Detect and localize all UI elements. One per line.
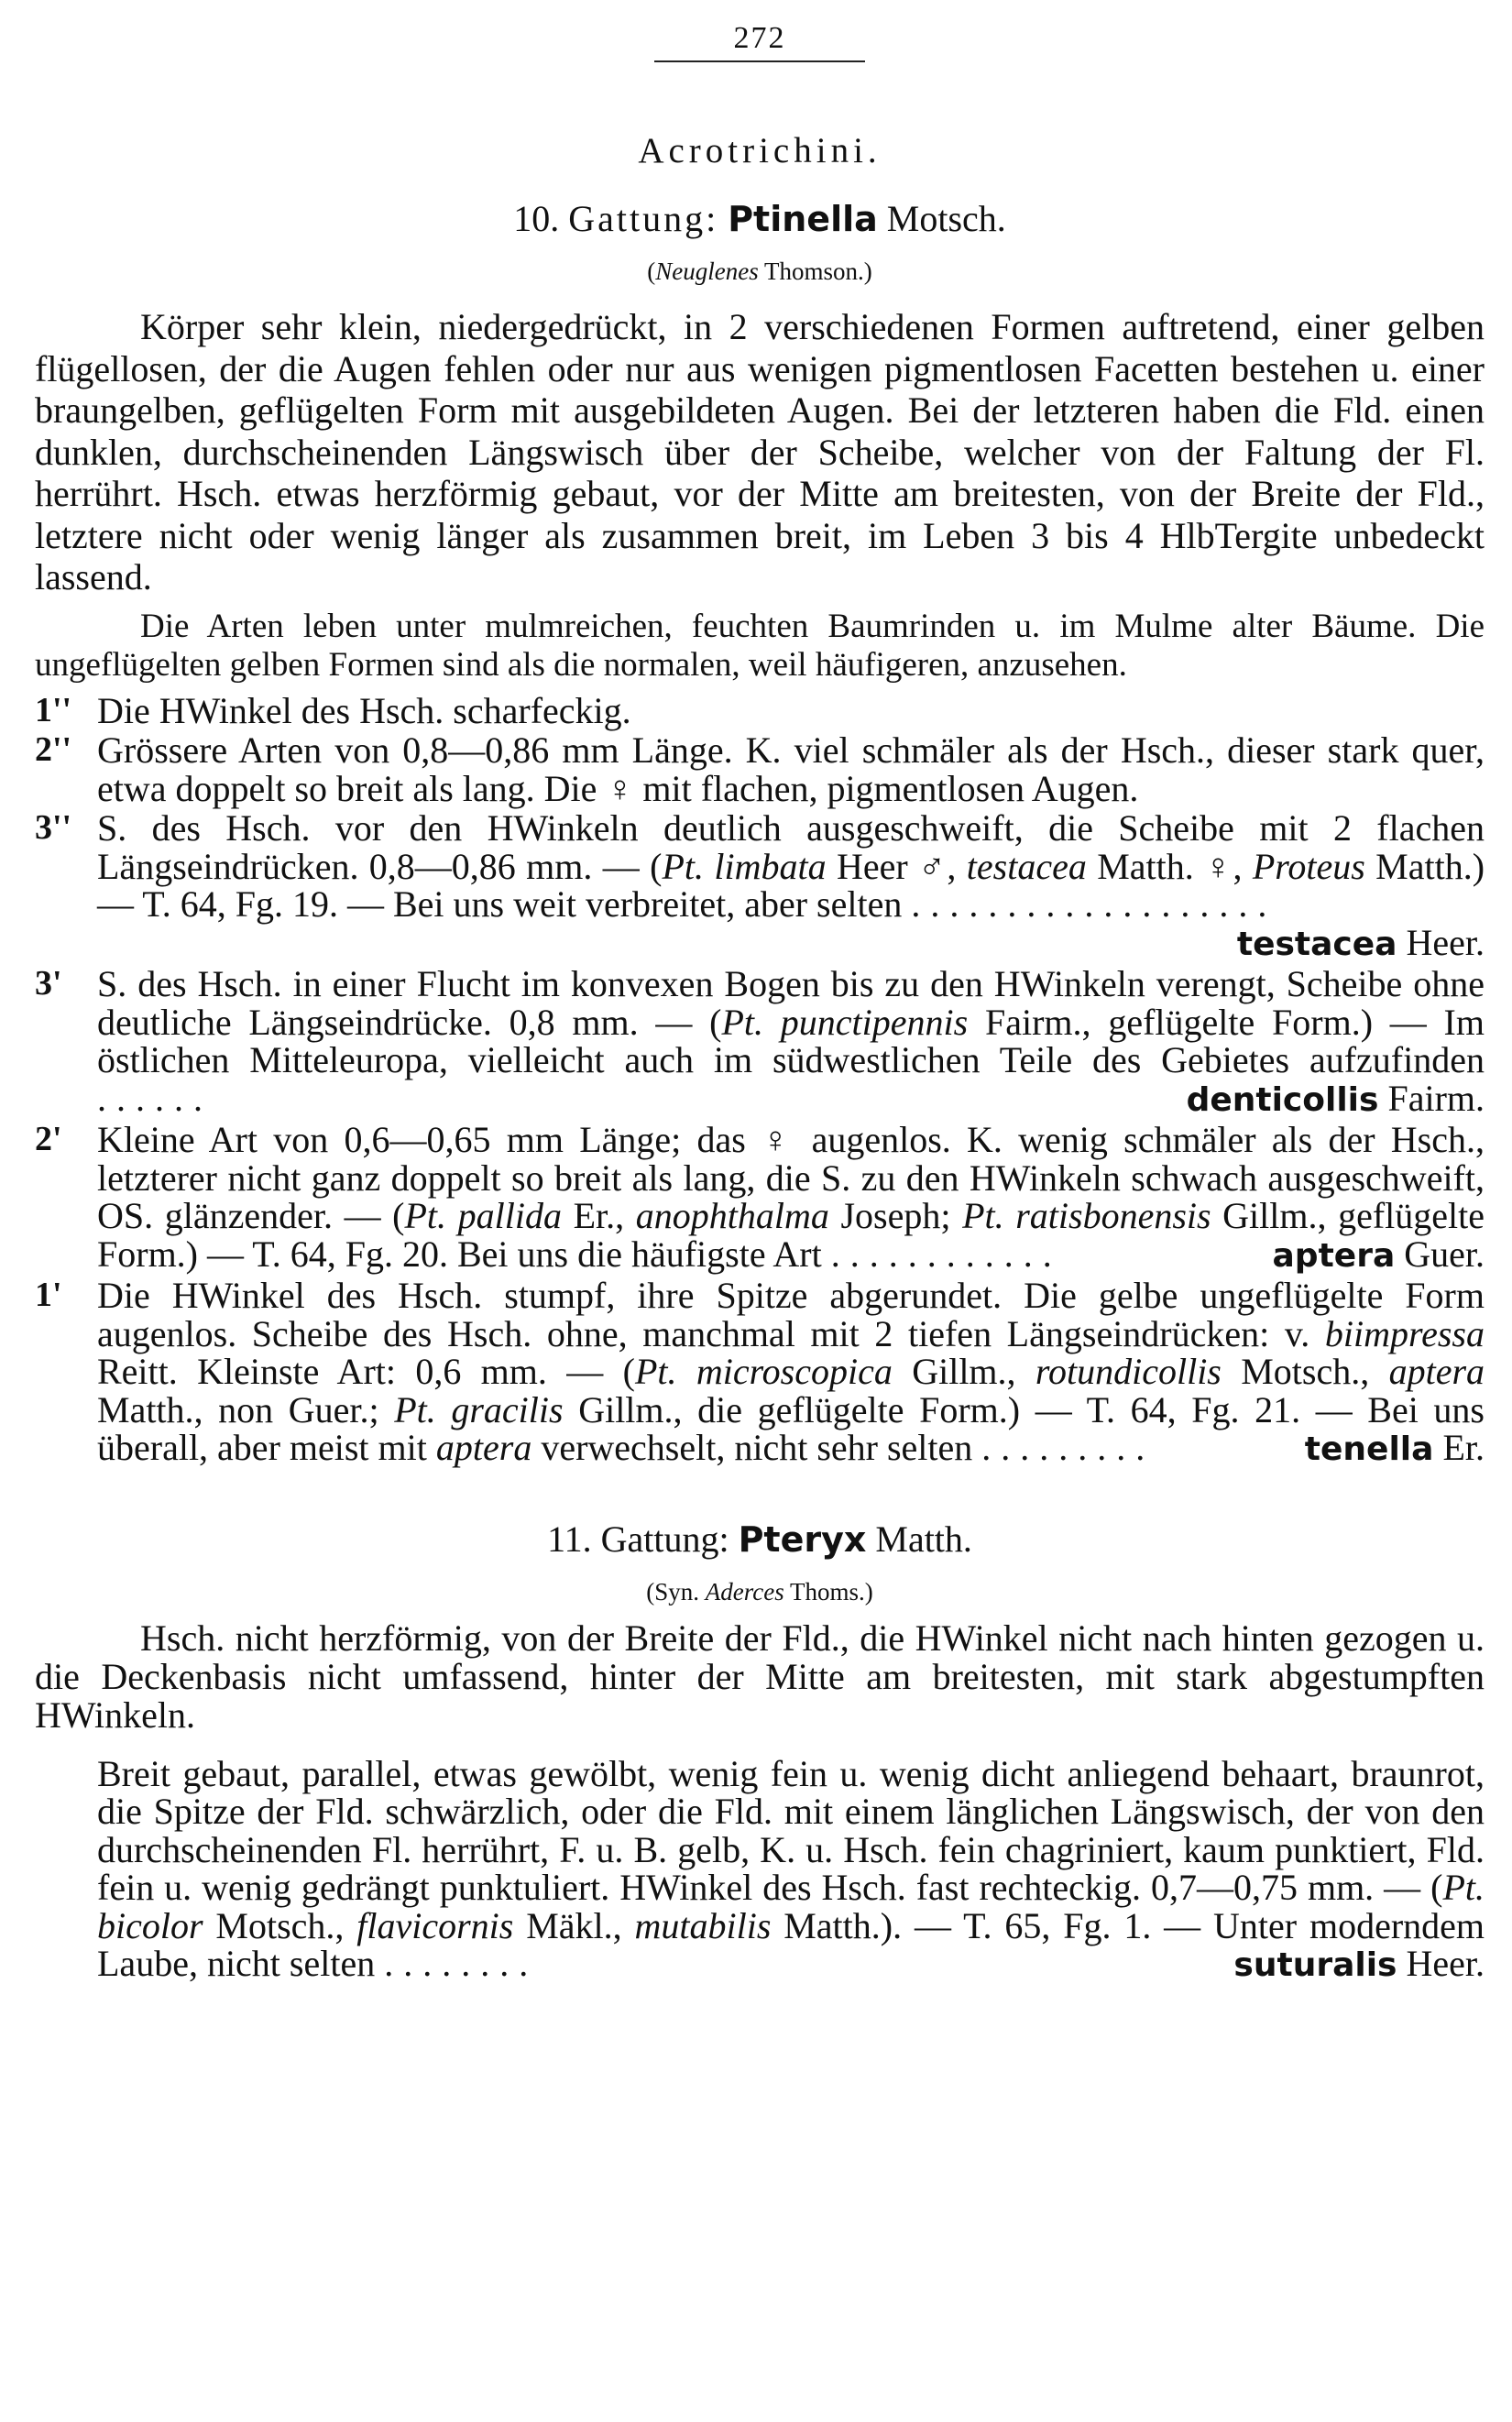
taxon-italic: flavicornis bbox=[356, 1904, 514, 1946]
genus-description: Hsch. nicht herzförmig, von der Breite der Fld., die HWinkel nicht nach hinten gezogen u. die Deckenbasis nicht umfassend, hinter der Mitte am breitesten, mit stark abgestumpften HWinkeln. bbox=[35, 1616, 1485, 1736]
dot-leader: ................... bbox=[911, 883, 1277, 925]
taxon-italic: Pt. bicolor bbox=[97, 1867, 1485, 1946]
dot-leader: ......... bbox=[981, 1427, 1156, 1468]
key-number: 1'' bbox=[35, 690, 72, 729]
tribe-heading: Acrotrichini. bbox=[638, 131, 882, 170]
synonym-name: Aderces bbox=[705, 1577, 784, 1606]
key-text-part: Matth. ♀, bbox=[1086, 845, 1253, 887]
genus-description: Körper sehr klein, niedergedrückt, in 2 verschiedenen Formen auftretend, einer gelben flügellosen, der die Augen fehlen oder nur aus wenigen pigmentlosen Facetten bestehen u. einer braungelben, geflügelten Form mit ausgebildeten Augen. Bei der letzteren haben die Fld. einen dunklen, durchscheinenden Längswisch über der Scheibe, welcher von der Faltung der Fl. herrührt. Hsch. etwas herzförmig gebaut, vor der Mitte am breitesten, von der Breite der Fld., letztere nicht oder wenig länger als zusammen breit, im Leben 3 bis 4 HlbTergite unbedeckt lassend. bbox=[35, 306, 1485, 597]
key-text-part: Die HWinkel des Hsch. stumpf, ihre Spitze abgerundet. Die gelbe ungeflügelte Form augenlos. Scheibe des Hsch. ohne, manchmal mit 2 tiefen Längseindrücken: v. bbox=[97, 1275, 1485, 1354]
key-couplet-2b bbox=[35, 1121, 1485, 1275]
genus-habitat-note: Die Arten leben unter mulmreichen, feuchten Baumrinden u. im Mulme alter Bäume. Die ungeflügelten gelben Formen sind als die normalen, weil häufigeren, anzusehen. bbox=[35, 607, 1485, 684]
key-text bbox=[97, 809, 1485, 963]
key-text-part: S. des Hsch. vor den HWinkeln deutlich ausgeschweift, die Scheibe mit 2 flachen Längseindrücken. 0,8—0,86 mm. — ( bbox=[97, 807, 1485, 887]
taxon-italic: mutabilis bbox=[634, 1904, 772, 1946]
key-text bbox=[97, 1121, 1485, 1275]
key-number: 2'' bbox=[35, 730, 72, 769]
page-content bbox=[35, 18, 1485, 1985]
synonym-author: Thoms.) bbox=[790, 1577, 873, 1606]
genus-author: Motsch. bbox=[886, 198, 1006, 239]
taxon-italic: Pt. punctipennis bbox=[721, 1001, 969, 1043]
dot-leader: ........ bbox=[384, 1943, 539, 1984]
genus-name: Ptinella bbox=[728, 199, 878, 239]
key-text-part: Joseph; bbox=[828, 1195, 963, 1236]
taxon-italic: Proteus bbox=[1252, 845, 1365, 887]
dot-leader: ............ bbox=[830, 1233, 1062, 1275]
taxon-italic: aptera bbox=[1388, 1351, 1485, 1392]
genus-synonym bbox=[35, 257, 1485, 286]
species-name: tenella bbox=[1304, 1430, 1434, 1468]
key-text-part: Er., bbox=[561, 1195, 636, 1236]
key-couplet-1b bbox=[35, 1277, 1485, 1469]
key-text-part: Fairm., geflügelte Form.) — Im östlichen Mitteleuropa, vielleicht auch im südwestlichen Teile des Gebietes aufzufinden bbox=[97, 1001, 1485, 1080]
taxon-italic: Pt. microscopica bbox=[634, 1351, 893, 1392]
key-text-part: Gillm., geflügelte Form.) — T. 64, Fg. 20. Bei uns die häufigste Art bbox=[97, 1195, 1485, 1275]
genus-name: Pteryx bbox=[738, 1518, 867, 1560]
genus-synonym bbox=[35, 1577, 1485, 1606]
key-text-part: Matth., non Guer.; bbox=[97, 1388, 395, 1430]
taxon-italic: Pt. ratisbonensis bbox=[962, 1195, 1211, 1236]
taxon-italic: biimpressa bbox=[1324, 1312, 1485, 1354]
genus-author: Matth. bbox=[875, 1518, 972, 1560]
genus-number: 11. bbox=[547, 1518, 592, 1560]
key-couplet-3a bbox=[35, 809, 1485, 963]
species-author: Er. bbox=[1442, 1427, 1485, 1468]
taxon-italic: Pt. limbata bbox=[662, 845, 827, 887]
genus-word: Gattung: bbox=[600, 1518, 729, 1560]
species-author: Guer. bbox=[1404, 1233, 1485, 1275]
key-text: Die HWinkel des Hsch. scharfeckig. bbox=[97, 689, 631, 731]
key-couplet-3b bbox=[35, 965, 1485, 1119]
key-text-part: Motsch., bbox=[1221, 1351, 1389, 1392]
species-text-part: Mäkl., bbox=[513, 1904, 635, 1946]
key-text-part: Reitt. Kleinste Art: 0,6 mm. — ( bbox=[97, 1351, 635, 1392]
dot-leader: ...... bbox=[97, 1077, 213, 1119]
synonym-author: Thomson.) bbox=[764, 258, 872, 285]
genus-number: 10. bbox=[513, 198, 560, 239]
taxon-italic: Pt. gracilis bbox=[394, 1388, 564, 1430]
taxon-italic: rotundicollis bbox=[1035, 1351, 1222, 1392]
taxon-italic: Pt. pallida bbox=[404, 1195, 562, 1236]
key-text-part: verwechselt, nicht sehr selten bbox=[531, 1427, 973, 1468]
species-name: testacea bbox=[1236, 925, 1397, 963]
genus-word: Gattung: bbox=[568, 198, 719, 239]
species-name: aptera bbox=[1272, 1236, 1396, 1275]
section-gap bbox=[35, 1469, 1485, 1518]
key-text-part: Heer ♂, bbox=[826, 845, 967, 887]
page-number-rule bbox=[654, 60, 865, 62]
key-text bbox=[97, 965, 1485, 1119]
species-author: Heer. bbox=[1406, 921, 1485, 963]
synonym-open: ( bbox=[647, 258, 656, 285]
species-text-part: Motsch., bbox=[203, 1904, 357, 1946]
species-name: denticollis bbox=[1186, 1080, 1379, 1119]
genus-heading-pteryx bbox=[35, 1518, 1485, 1561]
species-description-suturalis bbox=[35, 1752, 1485, 1984]
key-text-part: Gillm., die geflügelte Form.) — T. 64, Fg. 21. — Bei uns überall, aber meist mit bbox=[97, 1388, 1485, 1468]
key-number: 3' bbox=[35, 964, 62, 1003]
key-number: 3'' bbox=[35, 808, 72, 847]
key-couplet-1a bbox=[35, 689, 1485, 731]
key-text-part: S. des Hsch. in einer Flucht im konvexen Bogen bis zu den HWinkeln verengt, Scheibe ohne deutliche Längseindrücke. 0,8 mm. — ( bbox=[97, 963, 1485, 1043]
species-text-part: Breit gebaut, parallel, etwas gewölbt, wenig fein u. wenig dicht anliegend behaart, braunrot, die Spitze der Fld. schwärzlich, oder die Fld. mit einem länglichen Längswisch, der von den durchscheinenden Fl. herrührt, F. u. B. gelb, K. u. Hsch. fein chagriniert, kaum punktiert, Fld. fein u. wenig gedrängt punktuliert. HWinkel des Hsch. fast rechteckig. 0,7—0,75 mm. — ( bbox=[97, 1752, 1485, 1908]
key-number: 2' bbox=[35, 1120, 62, 1158]
page-number: 272 bbox=[733, 21, 786, 55]
key-text-part: Gillm., bbox=[892, 1351, 1035, 1392]
species-author: Fairm. bbox=[1387, 1077, 1485, 1119]
key-text-part: Kleine Art von 0,6—0,65 mm Länge; das ♀ augenlos. K. wenig schmäler als der Hsch., letzterer nicht ganz doppelt so breit als lang, die S. zu den HWinkeln schwach ausgeschweift, OS. glänzender. — ( bbox=[97, 1119, 1485, 1236]
key-text bbox=[97, 1277, 1485, 1469]
taxon-italic: testacea bbox=[966, 845, 1087, 887]
key-number: 1' bbox=[35, 1276, 62, 1314]
taxon-italic: aptera bbox=[435, 1427, 532, 1468]
taxon-italic: anophthalma bbox=[635, 1195, 829, 1236]
species-name: suturalis bbox=[1233, 1946, 1397, 1984]
species-text-part: Matth.). — T. 65, Fg. 1. — Unter moderndem Laube, nicht selten bbox=[97, 1904, 1485, 1984]
key-couplet-2a bbox=[35, 731, 1485, 807]
synonym-open: (Syn. bbox=[646, 1577, 700, 1606]
species-author: Heer. bbox=[1406, 1943, 1485, 1984]
key-text-part: Matth.) — T. 64, Fg. 19. — Bei uns weit verbreitet, aber selten bbox=[97, 845, 1485, 925]
genus-heading-ptinella bbox=[35, 198, 1485, 240]
synonym-name: Neuglenes bbox=[655, 258, 759, 285]
key-text: Grössere Arten von 0,8—0,86 mm Länge. K. viel schmäler als der Hsch., dieser stark quer, etwa doppelt so breit als lang. Die ♀ mit flachen, pigmentlosen Augen. bbox=[97, 729, 1485, 809]
